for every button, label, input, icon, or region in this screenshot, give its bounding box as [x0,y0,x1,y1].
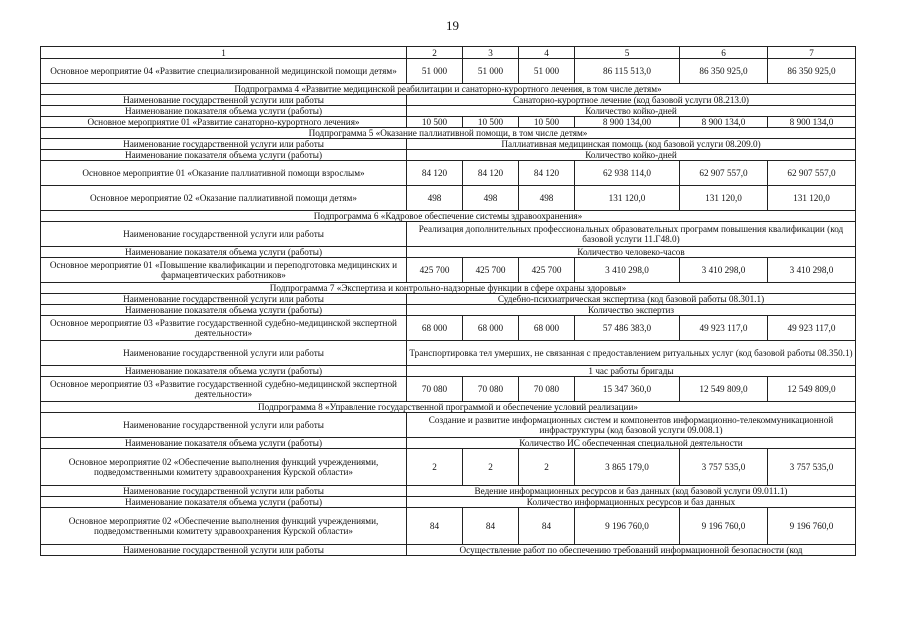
row-label: Наименование показателя объема услуги (работы) [41,305,407,316]
header-row [41,47,856,59]
value-cell: 70 080 [519,377,575,402]
value-cell: 3 757 535,0 [768,449,856,486]
activity-label: Основное мероприятие 03 «Развитие государственной судебно-медицинской экспертной деятельности» [41,377,407,402]
activity-label: Основное мероприятие 01 «Повышение квалификации и переподготовка медицинских и фармацевтических работников» [41,258,407,283]
subprogram-row [41,128,856,139]
page-number: 19 [446,18,459,33]
value-cell: 9 196 760,0 [575,508,680,545]
service-value: Осуществление работ по обеспечению требований информационной безопасности (код [407,545,856,556]
column-header: 1 [41,47,407,59]
service-value: Транспортировка тел умерших, не связанная с предоставлением ритуальных услуг (код базовой работы 08.350.1) [407,341,856,366]
activity-label: Основное мероприятие 02 «Оказание паллиативной помощи детям» [41,186,407,211]
row-label: Наименование показателя объема услуги (работы) [41,150,407,161]
value-cell: 86 350 925,0 [680,59,768,84]
value-cell: 86 350 925,0 [768,59,856,84]
service-info-row [41,106,856,117]
activity-row [41,186,856,211]
service-info-row [41,366,856,377]
activity-label: Основное мероприятие 04 «Развитие специализированной медицинской помощи детям» [41,59,407,84]
value-cell: 51 000 [519,59,575,84]
service-info-row [41,139,856,150]
activity-row [41,449,856,486]
service-info-row [41,341,856,366]
service-info-row [41,486,856,497]
value-cell: 84 120 [519,161,575,186]
subprogram-row [41,211,856,222]
service-value: Количество ИС обеспеченная специальной деятельности [407,438,856,449]
value-cell: 498 [463,186,519,211]
value-cell: 498 [519,186,575,211]
value-cell: 2 [407,449,463,486]
activity-label: Основное мероприятие 03 «Развитие государственной судебно-медицинской экспертной деятельности» [41,316,407,341]
value-cell: 62 907 557,0 [680,161,768,186]
value-cell: 8 900 134,00 [575,117,680,128]
value-cell: 49 923 117,0 [768,316,856,341]
service-info-row [41,545,856,556]
value-cell: 425 700 [519,258,575,283]
value-cell: 8 900 134,0 [680,117,768,128]
value-cell: 2 [519,449,575,486]
value-cell: 131 120,0 [680,186,768,211]
value-cell: 12 549 809,0 [680,377,768,402]
service-value: Судебно-психиатрическая экспертиза (код базовой работы 08.301.1) [407,294,856,305]
service-value: Реализация дополнительных профессиональных образовательных программ повышения квалификации (код базовой услуги 11.Г48.0) [407,222,856,247]
document-table-container [40,46,855,556]
services-table [40,46,856,556]
service-value: Ведение информационных ресурсов и баз данных (код базовой услуги 09.011.1) [407,486,856,497]
value-cell: 62 938 114,0 [575,161,680,186]
row-label: Наименование государственной услуги или работы [41,222,407,247]
value-cell: 12 549 809,0 [768,377,856,402]
row-label: Наименование государственной услуги или работы [41,294,407,305]
value-cell: 51 000 [463,59,519,84]
service-info-row [41,222,856,247]
table-body [41,47,856,556]
value-cell: 51 000 [407,59,463,84]
value-cell: 10 500 [519,117,575,128]
value-cell: 68 000 [407,316,463,341]
subprogram-title: Подпрограмма 4 «Развитие медицинской реабилитации и санаторно-курортного лечения, в том числе детям» [41,84,856,95]
column-header: 2 [407,47,463,59]
value-cell: 3 410 298,0 [575,258,680,283]
activity-label: Основное мероприятие 01 «Развитие санаторно-курортного лечения» [41,117,407,128]
value-cell: 3 865 179,0 [575,449,680,486]
value-cell: 8 900 134,0 [768,117,856,128]
service-info-row [41,305,856,316]
row-label: Наименование показателя объема услуги (работы) [41,438,407,449]
activity-row [41,59,856,84]
service-value: Количество койко-дней [407,150,856,161]
row-label: Наименование государственной услуги или работы [41,413,407,438]
value-cell: 10 500 [463,117,519,128]
value-cell: 425 700 [463,258,519,283]
subprogram-title: Подпрограмма 5 «Оказание паллиативной помощи, в том числе детям» [41,128,856,139]
row-label: Наименование государственной услуги или работы [41,139,407,150]
service-value: Паллиативная медицинская помощь (код базовой услуги 08.209.0) [407,139,856,150]
value-cell: 84 [463,508,519,545]
column-header: 6 [680,47,768,59]
value-cell: 131 120,0 [575,186,680,211]
column-header: 4 [519,47,575,59]
value-cell: 84 120 [407,161,463,186]
row-label: Наименование показателя объема услуги (работы) [41,497,407,508]
value-cell: 49 923 117,0 [680,316,768,341]
activity-row [41,117,856,128]
value-cell: 84 [407,508,463,545]
column-header: 7 [768,47,856,59]
service-value: Количество койко-дней [407,106,856,117]
row-label: Наименование показателя объема услуги (работы) [41,106,407,117]
subprogram-title: Подпрограмма 6 «Кадровое обеспечение системы здравоохранения» [41,211,856,222]
service-value: Создание и развитие информационных систем и компонентов информационно-телекоммуникационной инфраструктуры (код базовой услуги 09.008.1) [407,413,856,438]
row-label: Наименование государственной услуги или работы [41,341,407,366]
activity-row [41,316,856,341]
subprogram-row [41,402,856,413]
subprogram-row [41,283,856,294]
column-header: 3 [463,47,519,59]
service-value: Количество человеко-часов [407,247,856,258]
service-info-row [41,294,856,305]
value-cell: 62 907 557,0 [768,161,856,186]
activity-label: Основное мероприятие 01 «Оказание паллиативной помощи взрослым» [41,161,407,186]
value-cell: 86 115 513,0 [575,59,680,84]
activity-row [41,508,856,545]
value-cell: 2 [463,449,519,486]
service-value: Количество экспертиз [407,305,856,316]
activity-row [41,258,856,283]
value-cell: 57 486 383,0 [575,316,680,341]
service-value: 1 час работы бригады [407,366,856,377]
value-cell: 15 347 360,0 [575,377,680,402]
activity-row [41,161,856,186]
activity-label: Основное мероприятие 02 «Обеспечение выполнения функций учреждениями, подведомственными комитету здравоохранения Курской области» [41,449,407,486]
row-label: Наименование государственной услуги или работы [41,486,407,497]
value-cell: 84 [519,508,575,545]
service-info-row [41,413,856,438]
service-info-row [41,497,856,508]
value-cell: 498 [407,186,463,211]
service-info-row [41,247,856,258]
subprogram-row [41,84,856,95]
column-header: 5 [575,47,680,59]
row-label: Наименование государственной услуги или работы [41,95,407,106]
row-label: Наименование показателя объема услуги (работы) [41,366,407,377]
value-cell: 3 410 298,0 [768,258,856,283]
value-cell: 9 196 760,0 [768,508,856,545]
service-info-row [41,438,856,449]
service-info-row [41,95,856,106]
row-label: Наименование государственной услуги или работы [41,545,407,556]
value-cell: 9 196 760,0 [680,508,768,545]
service-value: Количество информационных ресурсов и баз данных [407,497,856,508]
value-cell: 3 410 298,0 [680,258,768,283]
service-value: Санаторно-курортное лечение (код базовой услуги 08.213.0) [407,95,856,106]
subprogram-title: Подпрограмма 7 «Экспертиза и контрольно-надзорные функции в сфере охраны здоровья» [41,283,856,294]
activity-label: Основное мероприятие 02 «Обеспечение выполнения функций учреждениями, подведомственными комитету здравоохранения Курской области» [41,508,407,545]
value-cell: 68 000 [463,316,519,341]
subprogram-title: Подпрограмма 8 «Управление государственной программой и обеспечение условий реализации» [41,402,856,413]
value-cell: 10 500 [407,117,463,128]
activity-row [41,377,856,402]
value-cell: 70 080 [407,377,463,402]
row-label: Наименование показателя объема услуги (работы) [41,247,407,258]
value-cell: 84 120 [463,161,519,186]
service-info-row [41,150,856,161]
value-cell: 425 700 [407,258,463,283]
value-cell: 70 080 [463,377,519,402]
value-cell: 3 757 535,0 [680,449,768,486]
value-cell: 68 000 [519,316,575,341]
value-cell: 131 120,0 [768,186,856,211]
